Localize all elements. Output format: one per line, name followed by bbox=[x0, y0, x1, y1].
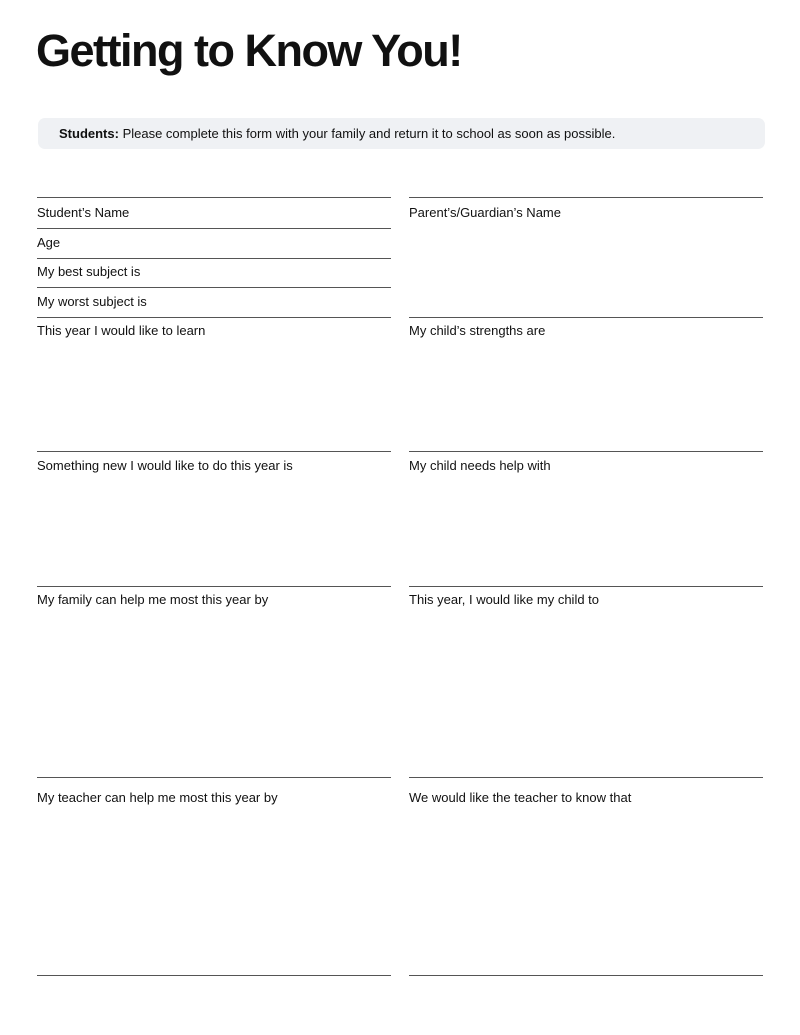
field-line bbox=[37, 287, 391, 288]
teacher-should-know-field[interactable]: We would like the teacher to know that bbox=[409, 790, 632, 805]
instructions-label: Students: bbox=[59, 126, 119, 141]
field-line bbox=[37, 258, 391, 259]
field-line bbox=[37, 777, 391, 778]
field-line bbox=[409, 317, 763, 318]
field-line bbox=[37, 197, 391, 198]
teacher-help-field[interactable]: My teacher can help me most this year by bbox=[37, 790, 278, 805]
like-to-learn-field[interactable]: This year I would like to learn bbox=[37, 323, 206, 338]
parent-guardian-name-field[interactable]: Parent’s/Guardian’s Name bbox=[409, 205, 561, 220]
child-goals-field[interactable]: This year, I would like my child to bbox=[409, 592, 600, 607]
field-line bbox=[409, 975, 763, 976]
child-strengths-field[interactable]: My child’s strengths are bbox=[409, 323, 546, 338]
instructions-text: Please complete this form with your family and return it to school as soon as possible. bbox=[118, 126, 616, 141]
worst-subject-field[interactable]: My worst subject is bbox=[37, 294, 147, 309]
instructions-banner bbox=[38, 118, 765, 149]
something-new-field[interactable]: Something new I would like to do this year is bbox=[37, 458, 293, 473]
field-line bbox=[37, 317, 391, 318]
field-line bbox=[37, 975, 391, 976]
child-needs-help-field[interactable]: My child needs help with bbox=[409, 458, 551, 473]
field-line bbox=[37, 586, 391, 587]
field-line bbox=[409, 197, 763, 198]
student-name-field[interactable]: Student’s Name bbox=[37, 205, 130, 220]
family-help-field[interactable]: My family can help me most this year by bbox=[37, 592, 269, 607]
age-field[interactable]: Age bbox=[37, 235, 61, 250]
best-subject-field[interactable]: My best subject is bbox=[37, 264, 141, 279]
field-line bbox=[37, 228, 391, 229]
field-line bbox=[409, 777, 763, 778]
field-line bbox=[409, 451, 763, 452]
field-line bbox=[37, 451, 391, 452]
page-title: Getting to Know You! bbox=[36, 25, 462, 76]
field-line bbox=[409, 586, 763, 587]
